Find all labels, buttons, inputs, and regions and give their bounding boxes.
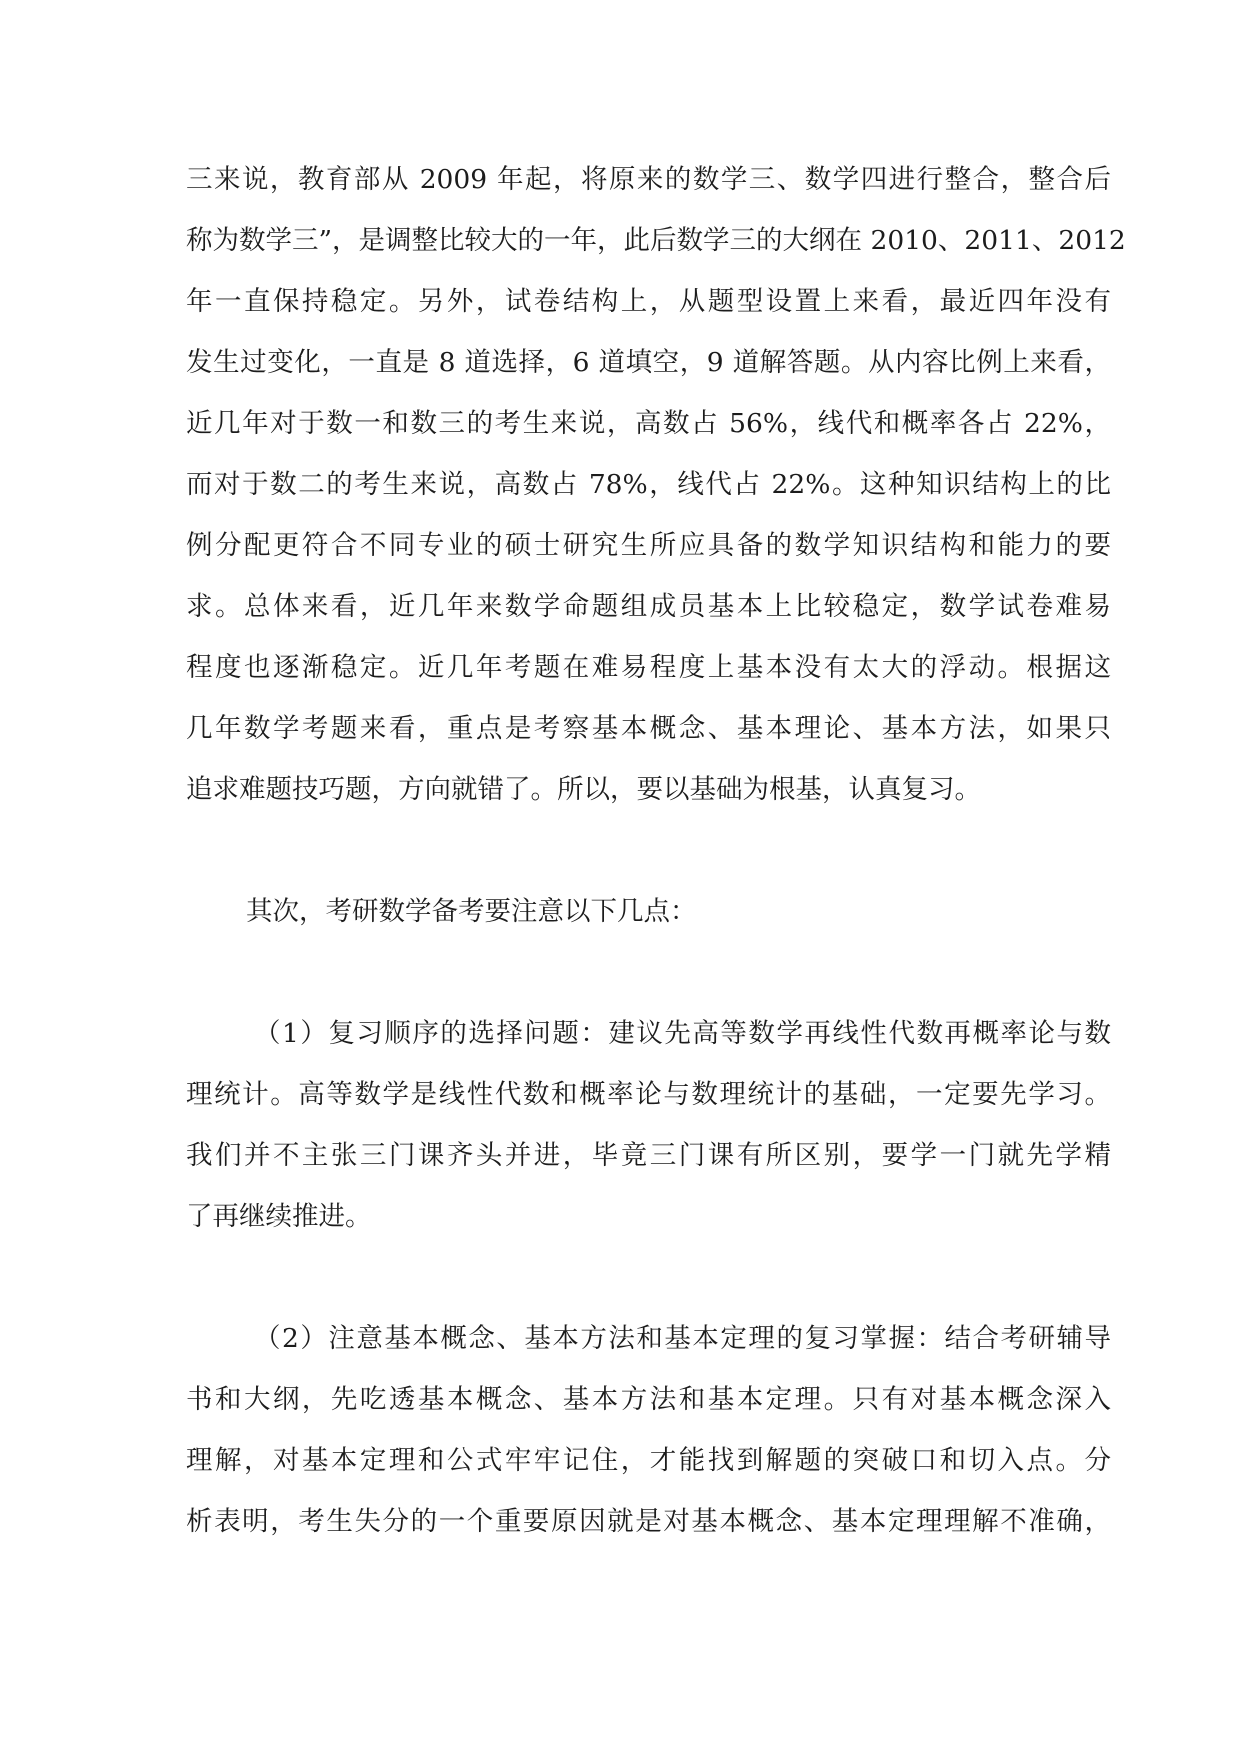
paragraph-heading <box>186 892 1111 953</box>
document-body <box>186 160 1126 1563</box>
text-line: 例分配更符合不同专业的硕士研究生所应具备的数学知识结构和能力的要 <box>186 530 1111 561</box>
text-line: 书和大纲，先吃透基本概念、基本方法和基本定理。只有对基本概念深入 <box>186 1384 1111 1415</box>
text-line: 追求难题技巧题，方向就错了。所以，要以基础为根基，认真复习。 <box>186 774 981 805</box>
text-line: 求。总体来看，近几年来数学命题组成员基本上比较稳定，数学试卷难易 <box>186 591 1111 622</box>
text-line: 三来说，教育部从 2009 年起，将原来的数学三、数学四进行整合，整合后 <box>186 164 1111 195</box>
paragraph-spacer <box>186 1258 1111 1319</box>
heading-text: 其次，考研数学备考要注意以下几点： <box>246 896 697 927</box>
text-line: 理统计。高等数学是线性代数和概率论与数理统计的基础，一定要先学习。 <box>186 1079 1111 1110</box>
text-line: 近几年对于数一和数三的考生来说，高数占 56%，线代和概率各占 22%， <box>186 408 1111 439</box>
text-line: （2）注意基本概念、基本方法和基本定理的复习掌握：结合考研辅导 <box>254 1323 1111 1354</box>
text-line: 年一直保持稳定。另外，试卷结构上，从题型设置上来看，最近四年没有 <box>186 286 1111 317</box>
text-line: 程度也逐渐稳定。近几年考题在难易程度上基本没有太大的浮动。根据这 <box>186 652 1111 683</box>
text-line: （1）复习顺序的选择问题：建议先高等数学再线性代数再概率论与数 <box>254 1018 1111 1049</box>
text-line: 而对于数二的考生来说，高数占 78%，线代占 22%。这种知识结构上的比 <box>186 469 1111 500</box>
text-line: 我们并不主张三门课齐头并进，毕竟三门课有所区别，要学一门就先学精 <box>186 1140 1111 1171</box>
paragraph-item-1 <box>186 1014 1111 1258</box>
text-line: 析表明，考生失分的一个重要原因就是对基本概念、基本定理理解不准确， <box>186 1506 1111 1537</box>
paragraph-spacer <box>186 831 1111 892</box>
text-line: 发生过变化，一直是 8 道选择，6 道填空，9 道解答题。从内容比例上来看， <box>186 347 1111 378</box>
paragraph-spacer <box>186 953 1111 1014</box>
text-line: 几年数学考题来看，重点是考察基本概念、基本理论、基本方法，如果只 <box>186 713 1111 744</box>
paragraph-exam-overview <box>186 160 1126 831</box>
text-line: 称为数学三”，是调整比较大的一年，此后数学三的大纲在 2010、2011、2012 <box>186 225 1126 256</box>
text-line: 理解，对基本定理和公式牢牢记住，才能找到解题的突破口和切入点。分 <box>186 1445 1111 1476</box>
text-line: 了再继续推进。 <box>186 1201 372 1232</box>
paragraph-item-2 <box>186 1319 1111 1563</box>
